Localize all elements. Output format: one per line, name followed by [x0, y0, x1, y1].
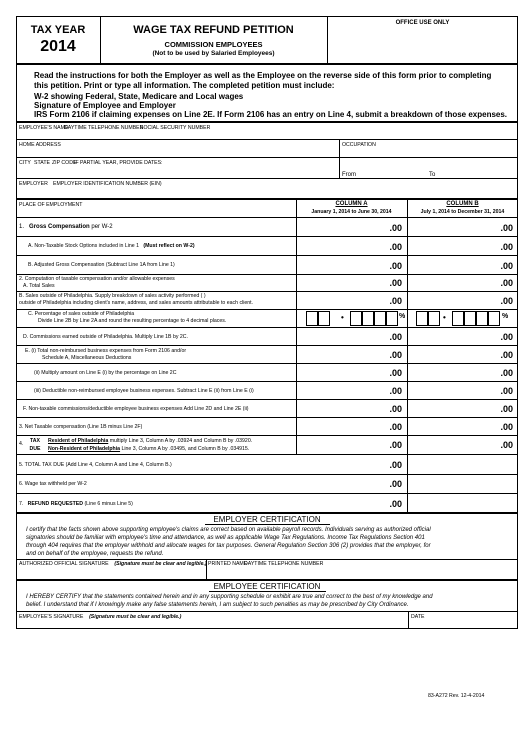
line-2a-col-a[interactable]: .00 [389, 278, 402, 288]
instructions-item-1: W-2 showing Federal, State, Medicare and Local wages [34, 92, 244, 101]
instructions-line-1: Read the instructions for both the Employer as well as the Employee on the reverse side of this form prior to completing [34, 71, 492, 80]
line-1-label: 1. Gross Compensation per W-2 [19, 224, 113, 230]
line-1a-col-b[interactable]: .00 [500, 242, 513, 252]
column-a-title: COLUMN A [335, 201, 368, 207]
state-label: STATE [34, 160, 50, 166]
form-revision: 83-A272 Rev. 12-4-2014 [428, 693, 485, 699]
employee-signature-label: EMPLOYEE'S SIGNATURE (Signature must be clear and legible.) [19, 614, 182, 620]
line-2f-col-a[interactable]: .00 [389, 404, 402, 414]
line-4-number: 4. [19, 441, 24, 447]
line-2e-i-label-1: E. (i) Total non-reimbursed business expenses from Form 2106 and/or [25, 348, 187, 354]
zip-label: ZIP CODE [52, 160, 77, 166]
line-3-col-a[interactable]: .00 [389, 422, 402, 432]
place-label: PLACE OF EMPLOYMENT [19, 202, 83, 208]
line-2-label: 2. Computation of taxable compensation and/or allowable expenses [19, 276, 175, 282]
employee-name-label: EMPLOYEE'S NAME [19, 125, 69, 131]
tax-year: 2014 [40, 38, 76, 55]
line-3-label: 3. Net Taxable compensation (Line 1B minus Line 2F) [19, 424, 143, 430]
line-1-col-a[interactable]: .00 [389, 223, 402, 233]
line-2d-col-a[interactable]: .00 [389, 332, 402, 342]
office-use-label: OFFICE USE ONLY [395, 20, 450, 26]
line-4-col-a[interactable]: .00 [389, 440, 402, 450]
employer-cert-text-4: and on behalf of the employee, requests the refund. [26, 551, 164, 557]
line-2f-col-b[interactable]: .00 [500, 404, 513, 414]
line-1a-col-a[interactable]: .00 [389, 242, 402, 252]
pct-b-percent: % [502, 313, 509, 320]
line-2e-iii-col-b[interactable]: .00 [500, 386, 513, 396]
line-4-col-b[interactable]: .00 [500, 440, 513, 450]
form-subtitle: COMMISSION EMPLOYEES [164, 40, 263, 49]
line-1a-label: A. Non-Taxable Stock Options included in Line 1 (Must reflect on W-2) [28, 243, 195, 249]
pct-a-percent: % [399, 313, 406, 320]
line-2e-i-label-2: Schedule A, Miscellaneous Deductions [42, 355, 132, 361]
form-note: (Not to be used by Salaried Employees) [152, 50, 275, 57]
pct-b-digit-3[interactable] [452, 311, 464, 326]
line-5-amount[interactable]: .00 [389, 460, 402, 470]
pct-a-digit-3[interactable] [350, 311, 362, 326]
line-2d-col-b[interactable]: .00 [500, 332, 513, 342]
line-2b-label-1: B. Sales outside of Philadelphia. Supply breakdown of sales activity performed ( ) [19, 293, 206, 299]
employer-label: EMPLOYER [19, 181, 48, 187]
pct-a-digit-2[interactable] [318, 311, 330, 326]
printed-name-input[interactable] [208, 567, 516, 579]
city-label: CITY [19, 160, 31, 166]
line-4-resident: Resident of Philadelphia multiply Line 3, Column A by .03924 and Column B by .03920. [48, 438, 253, 444]
line-7-label: 7. REFUND REQUESTED (Line 6 minus Line 5) [19, 501, 133, 507]
line-2e-iii-col-a[interactable]: .00 [389, 386, 402, 396]
line-4-non-resident: Non-Resident of Philadelphia Line 3, Column A by .03495, and Column B by .034915. [48, 446, 250, 452]
line-2e-i-col-a[interactable]: .00 [389, 350, 402, 360]
daytime-phone-label: DAYTIME TELEPHONE NUMBER [64, 125, 144, 131]
line-7-amount[interactable]: .00 [389, 499, 402, 509]
line-2e-ii-label: (ii) Multiply amount on Line E (i) by the percentage on Line 2C [34, 370, 177, 376]
authorized-signature-input[interactable] [18, 567, 204, 579]
line-2e-i-col-b[interactable]: .00 [500, 350, 513, 360]
occupation-input[interactable] [341, 148, 517, 157]
partial-year-label: IF PARTIAL YEAR, PROVIDE DATES: [74, 160, 163, 166]
authorized-signature-label: AUTHORIZED OFFICIAL SIGNATURE (Signature must be clear and legible.) [19, 561, 207, 567]
line-1b-col-a[interactable]: .00 [389, 261, 402, 271]
line-2e-ii-col-a[interactable]: .00 [389, 368, 402, 378]
column-a-dates: January 1, 2014 to June 30, 2014 [311, 209, 392, 215]
line-1b-label: B. Adjusted Gross Compensation (Subtract Line 1A from Line 1) [28, 262, 175, 268]
pct-a-digit-4[interactable] [362, 311, 374, 326]
line-2c-label-2: Divide Line 2B by Line 2A and round the resulting percentage to 4 decimal places. [38, 318, 227, 324]
to-date-input[interactable] [440, 168, 516, 178]
pct-a-digit-5[interactable] [374, 311, 386, 326]
instructions-item-3: IRS Form 2106 if claiming expenses on Line 2E. If Form 2106 has an entry on Line 4, submit a breakdown of those expenses. [34, 110, 508, 119]
from-date-input[interactable] [360, 168, 424, 178]
line-6-label: 6. Wage tax withheld per W-2 [19, 481, 87, 487]
date-input[interactable] [410, 620, 516, 628]
employer-cert-text-2: signatories should be familiar with employee's time and attendance, as well as applicable Wage Tax Regulations. Income Tax Regulations Section 401 [26, 535, 425, 541]
instructions-line-2: this petition. Print or type all information. The completed petition must include: [34, 81, 335, 90]
occupation-label: OCCUPATION [342, 142, 376, 148]
pct-b-digit-4[interactable] [464, 311, 476, 326]
employer-cert-text-3: through 404 requires that the employer withhold and allocate wages for tax purposes. General Regulation Section 306 (2) provides that the employer, for [26, 543, 431, 549]
employer-phone-label: DAYTIME TELEPHONE NUMBER [244, 561, 324, 567]
line-6-amount[interactable]: .00 [389, 479, 402, 489]
line-2e-ii-col-b[interactable]: .00 [500, 368, 513, 378]
pct-b-digit-6[interactable] [488, 311, 500, 326]
pct-b-digit-5[interactable] [476, 311, 488, 326]
line-5-label: 5. TOTAL TAX DUE (Add Line 4, Column A and Line 4, Column B.) [19, 462, 172, 468]
tax-year-label: TAX YEAR [30, 24, 86, 36]
employer-input[interactable] [18, 187, 516, 198]
employee-cert-heading: EMPLOYEE CERTIFICATION [213, 582, 321, 591]
column-b-title: COLUMN B [446, 201, 479, 207]
pct-b-digit-2[interactable] [428, 311, 440, 326]
city-state-zip-input[interactable] [18, 166, 338, 177]
home-address-input[interactable] [18, 148, 338, 157]
line-2c-label-1: C. Percentage of sales outside of Philadelphia [28, 311, 135, 317]
line-1-col-b[interactable]: .00 [500, 223, 513, 233]
from-label: From [342, 172, 356, 178]
line-4-due-label: DUE [29, 446, 41, 452]
to-label: To [429, 172, 436, 178]
column-b-dates: July 1, 2014 to December 31, 2014 [420, 209, 505, 215]
employer-cert-heading: EMPLOYER CERTIFICATION [213, 515, 321, 524]
line-2b-col-a[interactable]: .00 [389, 296, 402, 306]
line-2b-label-2: outside of Philadelphia including client's name, address, and sales amounts attributable to each client. [19, 300, 253, 306]
line-1b-col-b[interactable]: .00 [500, 261, 513, 271]
employee-name-input[interactable] [18, 131, 516, 139]
employer-cert-text-1: I certify that the facts shown above supporting employee's claims are correct based on available payroll records. Individuals serving as authorized official [26, 527, 431, 533]
employee-cert-text-2: belief. I understand that if I knowingly make any false statements herein, I am subject to such penalties as may be prescribed by City Ordinance. [26, 602, 409, 608]
line-2e-iii-label: (iii) Deductible non-reimbursed employee business expenses. Subtract Line E (ii) from Line E (i) [34, 388, 254, 394]
line-2d-label: D. Commissions earned outside of Philadelphia. Multiply Line 1B by 2C. [23, 334, 188, 340]
pct-b-decimal: • [443, 313, 446, 322]
pct-a-decimal: • [341, 313, 344, 322]
line-3-col-b[interactable]: .00 [500, 422, 513, 432]
date-label: DATE [411, 614, 425, 620]
line-2a-col-b[interactable]: .00 [500, 278, 513, 288]
line-2f-label: F. Non-taxable commissions/deductible employee business expenses Add Line 2D and Line 2E (ii) [23, 406, 249, 412]
instructions-item-2: Signature of Employee and Employer [34, 101, 176, 110]
printed-name-label: PRINTED NAME [208, 561, 248, 567]
pct-a-digit-1[interactable] [306, 311, 318, 326]
line-2a-label: A. Total Sales [23, 283, 55, 289]
pct-a-digit-6[interactable] [386, 311, 398, 326]
pct-b-digit-1[interactable] [416, 311, 428, 326]
line-2b-col-b[interactable]: .00 [500, 296, 513, 306]
employee-cert-text-1: I HEREBY CERTIFY that the statements contained herein and in any supporting schedule or exhibit are true and correct to the best of my knowledge and [26, 594, 433, 600]
home-address-label: HOME ADDRESS [19, 142, 61, 148]
ein-label: EMPLOYER IDENTIFICATION NUMBER (EIN) [53, 181, 162, 187]
form-title: WAGE TAX REFUND PETITION [133, 24, 294, 36]
ssn-label: SOCIAL SECURITY NUMBER [140, 125, 211, 131]
line-4-tax-label: TAX [30, 438, 40, 444]
employee-signature-input[interactable] [18, 620, 406, 628]
